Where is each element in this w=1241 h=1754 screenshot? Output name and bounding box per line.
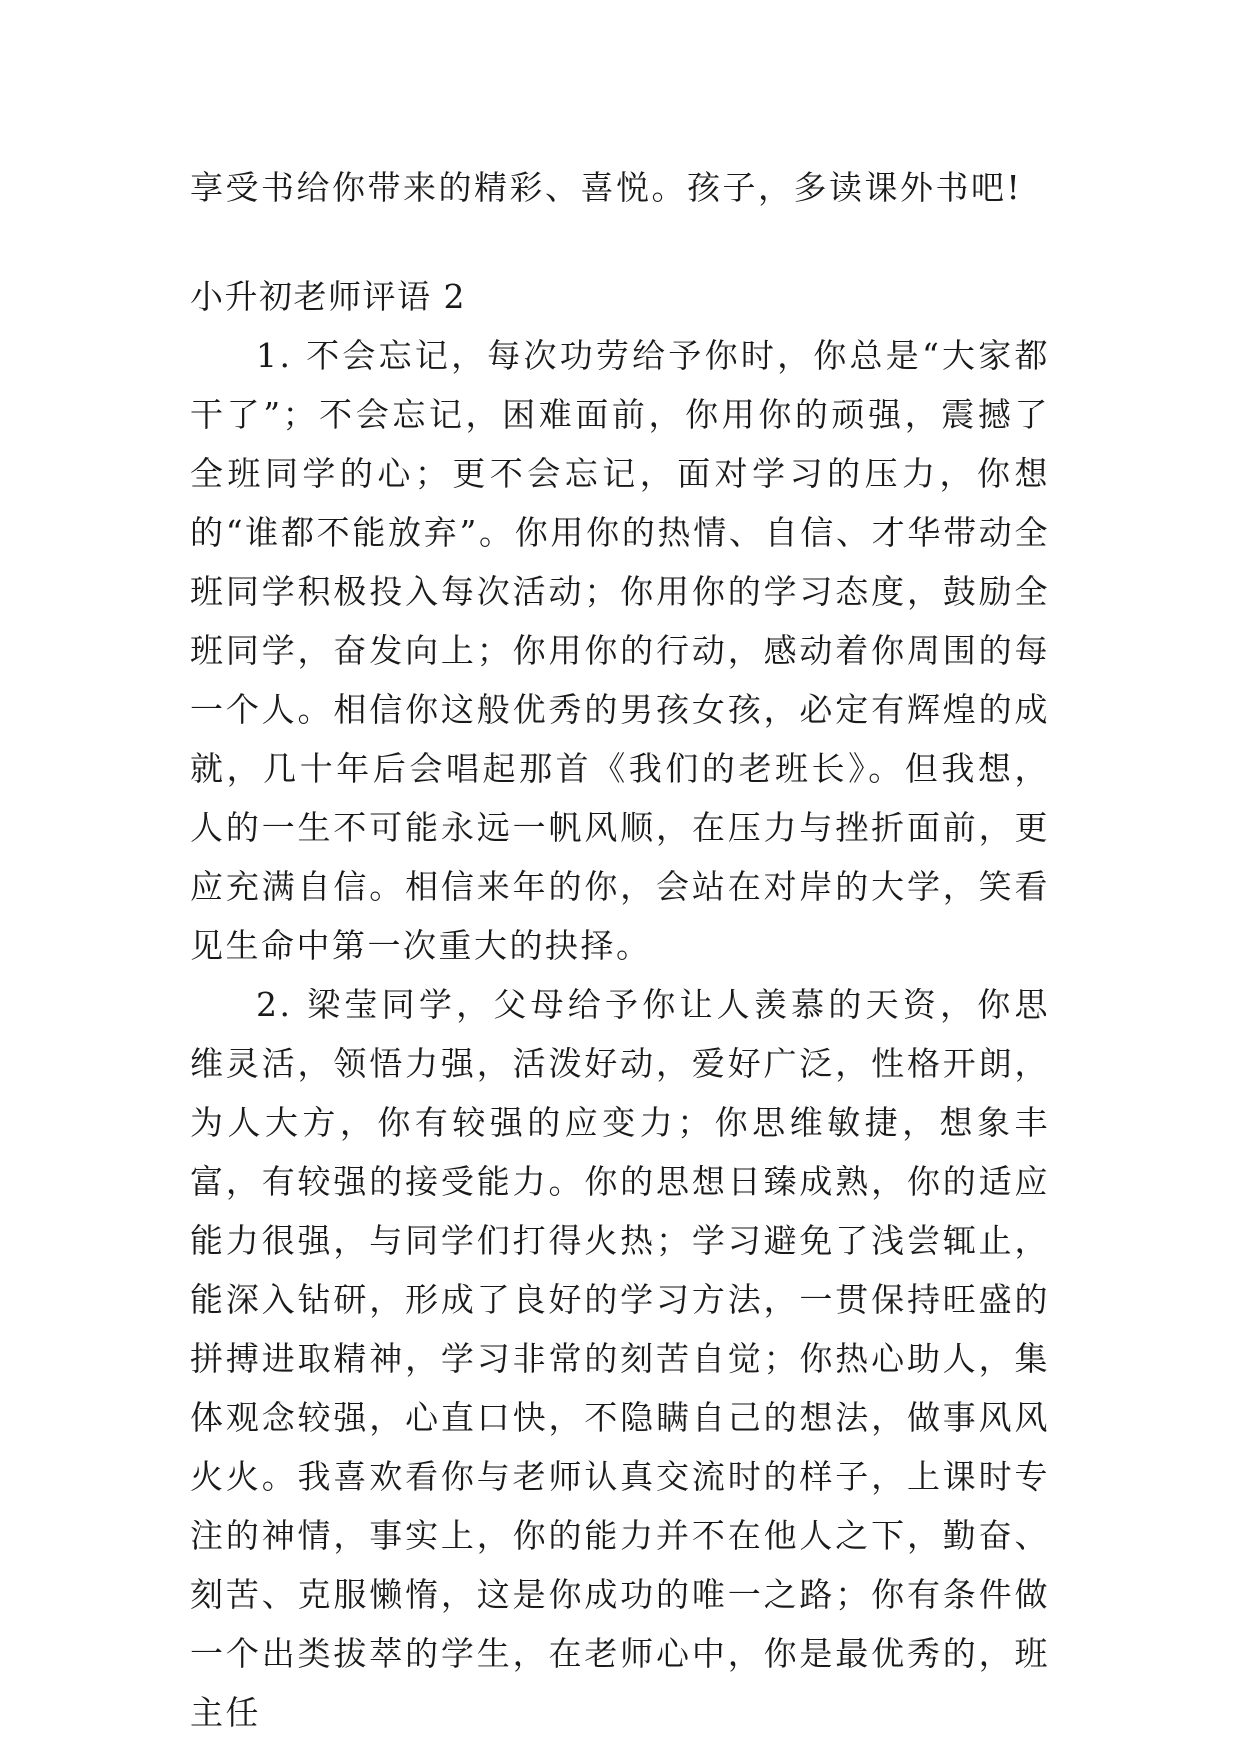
paragraph-2: 2. 梁莹同学，父母给予你让人羡慕的天资，你思维灵活，领悟力强，活泼好动，爱好广泛，性格开朗，为人大方，你有较强的应变力；你思维敏捷，想象丰富，有较强的接受能力。你的思想日臻成熟，你的适应能力很强，与同学们打得火热；学习避免了浅尝辄止，能深入钻研，形成了良好的学习方法，一贯保持旺盛的拼搏进取精神，学习非常的刻苦自觉；你热心助人，集体观念较强，心直口快，不隐瞒自己的想法，做事风风火火。我喜欢看你与老师认真交流时的样子，上课时专注的神情，事实上，你的能力并不在他人之下，勤奋、刻苦、克服懒惰，这是你成功的唯一之路；你有条件做一个出类拔萃的学生，在老师心中，你是最优秀的，班主任	[190, 985, 1050, 1732]
paragraph-1: 1. 不会忘记，每次功劳给予你时，你总是“大家都干了”；不会忘记，困难面前，你用你的顽强，震撼了全班同学的心；更不会忘记，面对学习的压力，你想的“谁都不能放弃”。你用你的热情、自信、才华带动全班同学积极投入每次活动；你用你的学习态度，鼓励全班同学，奋发向上；你用你的行动，感动着你周围的每一个人。相信你这般优秀的男孩女孩，必定有辉煌的成就，几十年后会唱起那首《我们的老班长》。但我想，人的一生不可能永远一帆风顺，在压力与挫折面前，更应充满自信。相信来年的你，会站在对岸的大学，笑看见生命中第一次重大的抉择。	[190, 336, 1050, 965]
section-title: 小升初老师评语 2	[190, 277, 466, 316]
document-body	[190, 158, 1050, 1742]
lead-line: 享受书给你带来的精彩、喜悦。孩子，多读课外书吧!	[190, 168, 1023, 207]
